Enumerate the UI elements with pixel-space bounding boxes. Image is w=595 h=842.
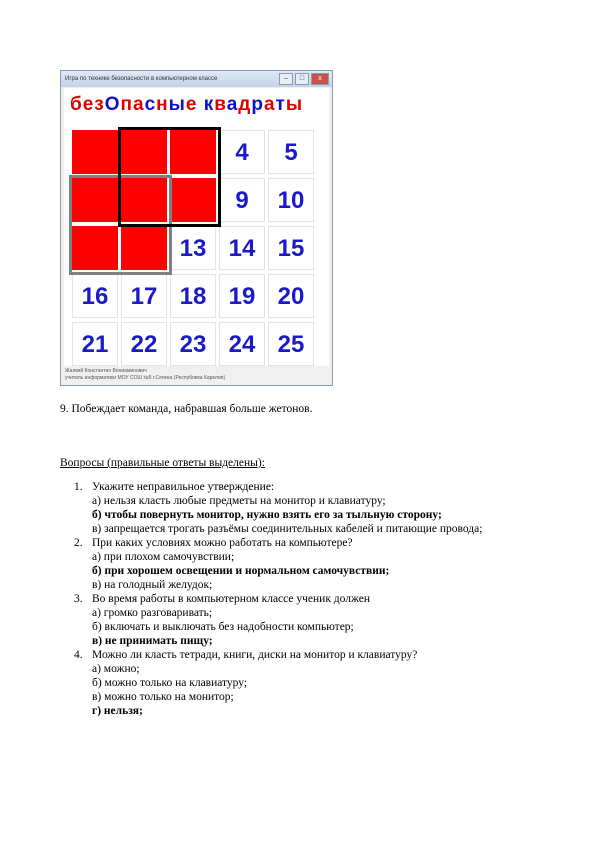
answer-option: а) можно; <box>92 663 140 675</box>
rule-9-paragraph: 9. Побеждает команда, набравшая больше жетонов. <box>60 403 313 415</box>
question-text <box>74 536 482 550</box>
grid-cell[interactable]: 4 <box>219 130 265 174</box>
window-titlebar <box>61 71 332 87</box>
grid-cell[interactable]: 16 <box>72 274 118 318</box>
answer-option-correct: б) при хорошем освещении и нормальном самочувствии; <box>92 565 390 577</box>
game-title-letter: д <box>238 94 252 115</box>
answer-option: а) громко разговаривать; <box>92 607 213 619</box>
grid-cell[interactable]: 14 <box>219 226 265 270</box>
author-school-line: учитель информатики МОУ СОШ №5 г.Сегежа (Республика Карелия) <box>65 375 226 381</box>
close-icon: x <box>311 73 329 85</box>
grid-cell[interactable]: 22 <box>121 322 167 366</box>
grid-cell-red[interactable] <box>72 130 118 174</box>
game-grid <box>72 130 322 370</box>
grid-cell[interactable]: 18 <box>170 274 216 318</box>
grid-cell[interactable]: 17 <box>121 274 167 318</box>
grid-cell[interactable]: 25 <box>268 322 314 366</box>
question-number: 4. <box>74 649 83 661</box>
answer-option: а) нельзя класть любые предметы на монитор и клавиатуру; <box>92 495 386 507</box>
grid-cell[interactable]: 24 <box>219 322 265 366</box>
answer-option: в) на голодный желудок; <box>92 579 213 591</box>
game-title-letter: а <box>226 94 239 115</box>
grid-cell-red[interactable] <box>121 226 167 270</box>
game-canvas <box>64 88 329 366</box>
question-item <box>74 536 482 592</box>
grid-cell[interactable]: 10 <box>268 178 314 222</box>
grid-cell[interactable]: 15 <box>268 226 314 270</box>
grid-cell-red[interactable] <box>121 130 167 174</box>
game-title-letter: па <box>120 94 145 115</box>
window-controls <box>279 73 329 85</box>
game-title-letter: т <box>275 94 286 115</box>
questions-list <box>74 480 482 718</box>
author-caption <box>65 368 225 382</box>
grid-cell-red[interactable] <box>121 178 167 222</box>
question-text <box>74 480 482 494</box>
game-title-letter: О <box>104 94 121 115</box>
grid-cell-red[interactable] <box>72 178 118 222</box>
answer-option-correct: б) чтобы повернуть монитор, нужно взять его за тыльную сторону; <box>92 509 442 521</box>
game-title-letter: ы <box>168 94 186 115</box>
game-title-letter: ы <box>285 94 304 115</box>
grid-cell[interactable]: 20 <box>268 274 314 318</box>
answer-option: б) включать и выключать без надобности компьютер; <box>92 621 354 633</box>
question-text <box>74 648 482 662</box>
game-title-letter: без <box>70 94 105 115</box>
question-item <box>74 648 482 718</box>
answer-option-correct: г) нельзя; <box>92 705 143 717</box>
question-text <box>74 592 482 606</box>
grid-cell[interactable]: 19 <box>219 274 265 318</box>
author-line: Жалкий Константин Вениаминович <box>65 368 147 374</box>
grid-cell[interactable]: 13 <box>170 226 216 270</box>
grid-cell-red[interactable] <box>72 226 118 270</box>
answer-option-correct: в) не принимать пищу; <box>92 635 213 647</box>
game-title-letter: е <box>185 94 204 115</box>
grid-cell[interactable]: 21 <box>72 322 118 366</box>
grid-cell-red[interactable] <box>170 130 216 174</box>
question-number: 3. <box>74 593 83 605</box>
answer-option: в) можно только на монитор; <box>92 691 234 703</box>
question-label: При каких условиях можно работать на компьютере? <box>92 537 353 549</box>
window-title: Игра по технике безопасности в компьютерном классе <box>65 76 218 82</box>
game-window-screenshot <box>60 70 333 386</box>
game-title-letter: р <box>251 94 264 115</box>
question-item <box>74 592 482 648</box>
question-label: Укажите неправильное утверждение: <box>92 481 275 493</box>
grid-cell-red[interactable] <box>170 178 216 222</box>
question-label: Можно ли класть тетради, книги, диски на монитор и клавиатуру? <box>92 649 418 661</box>
game-title-letter: а <box>263 94 276 115</box>
minimize-icon: – <box>279 73 293 85</box>
answer-option: в) запрещается трогать разъёмы соединительных кабелей и питающие провода; <box>92 523 483 535</box>
game-title <box>70 94 303 116</box>
grid-cell[interactable]: 23 <box>170 322 216 366</box>
questions-header: Вопросы (правильные ответы выделены): <box>60 457 265 469</box>
game-title-letter: в <box>214 94 227 115</box>
answer-option: б) можно только на клавиатуру; <box>92 677 248 689</box>
grid-cell[interactable]: 5 <box>268 130 314 174</box>
question-label: Во время работы в компьютерном классе ученик должен <box>92 593 371 605</box>
game-title-letter: с <box>144 94 157 115</box>
maximize-icon: □ <box>295 73 309 85</box>
grid-cell[interactable]: 9 <box>219 178 265 222</box>
game-title-letter: к <box>203 94 215 115</box>
game-title-letter: н <box>156 94 169 115</box>
question-number: 1. <box>74 481 83 493</box>
question-item <box>74 480 482 536</box>
answer-option: а) при плохом самочувствии; <box>92 551 235 563</box>
question-number: 2. <box>74 537 83 549</box>
